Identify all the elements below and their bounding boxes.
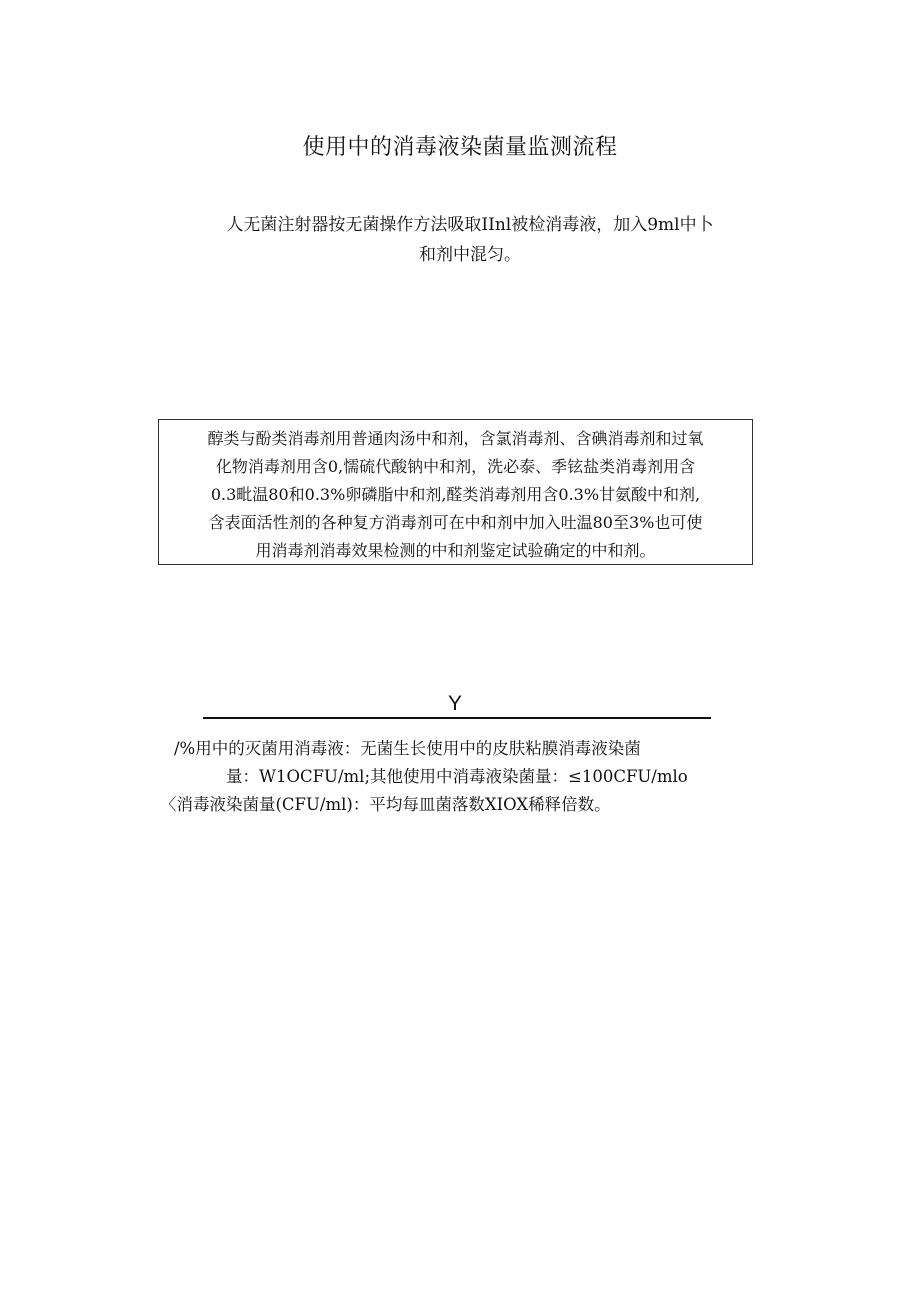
neutralizer-line: 含表面活性剂的各种复方消毒剂可在中和剂中加入吐温80至3%也可使 bbox=[208, 513, 703, 532]
step-1-line-2: 和剂中混匀。 bbox=[419, 245, 521, 265]
neutralizer-line: 用消毒剂消毒效果检测的中和剂鉴定试验确定的中和剂。 bbox=[255, 541, 656, 560]
result-line-1: /%用中的灭菌用消毒液：无菌生长使用中的皮肤粘膜消毒液染菌 bbox=[174, 739, 641, 758]
neutralizer-line: 化物消毒剂用含0,懦硫代酸钠中和剂，洗必泰、季铉盐类消毒剂用含 bbox=[215, 457, 696, 476]
page-title: 使用中的消毒液染菌量监测流程 bbox=[302, 135, 618, 160]
flow-arrow-label: Y bbox=[447, 692, 462, 715]
neutralizer-box bbox=[158, 419, 753, 565]
step-1-instruction bbox=[170, 210, 770, 270]
step-1-line-1: 人无菌注射器按无菌操作方法吸取IInl被检消毒液，加入9ml中卜 bbox=[226, 215, 714, 235]
flow-divider-line bbox=[203, 717, 711, 719]
result-line-3: 〈消毒液染菌量(CFU/ml)：平均每皿菌落数XIOX稀释倍数。 bbox=[160, 795, 611, 814]
neutralizer-line: 0.3毗温80和0.3%卵磷脂中和剂,醛类消毒剂用含0.3%甘氨酸中和剂, bbox=[210, 485, 701, 504]
result-line-2: 量：W1OCFU/ml;其他使用中消毒液染菌量：≤100CFU/mlo bbox=[226, 767, 688, 786]
neutralizer-line: 醇类与酚类消毒剂用普通肉汤中和剂，含氯消毒剂、含碘消毒剂和过氧 bbox=[207, 429, 704, 448]
result-criteria bbox=[160, 735, 760, 819]
